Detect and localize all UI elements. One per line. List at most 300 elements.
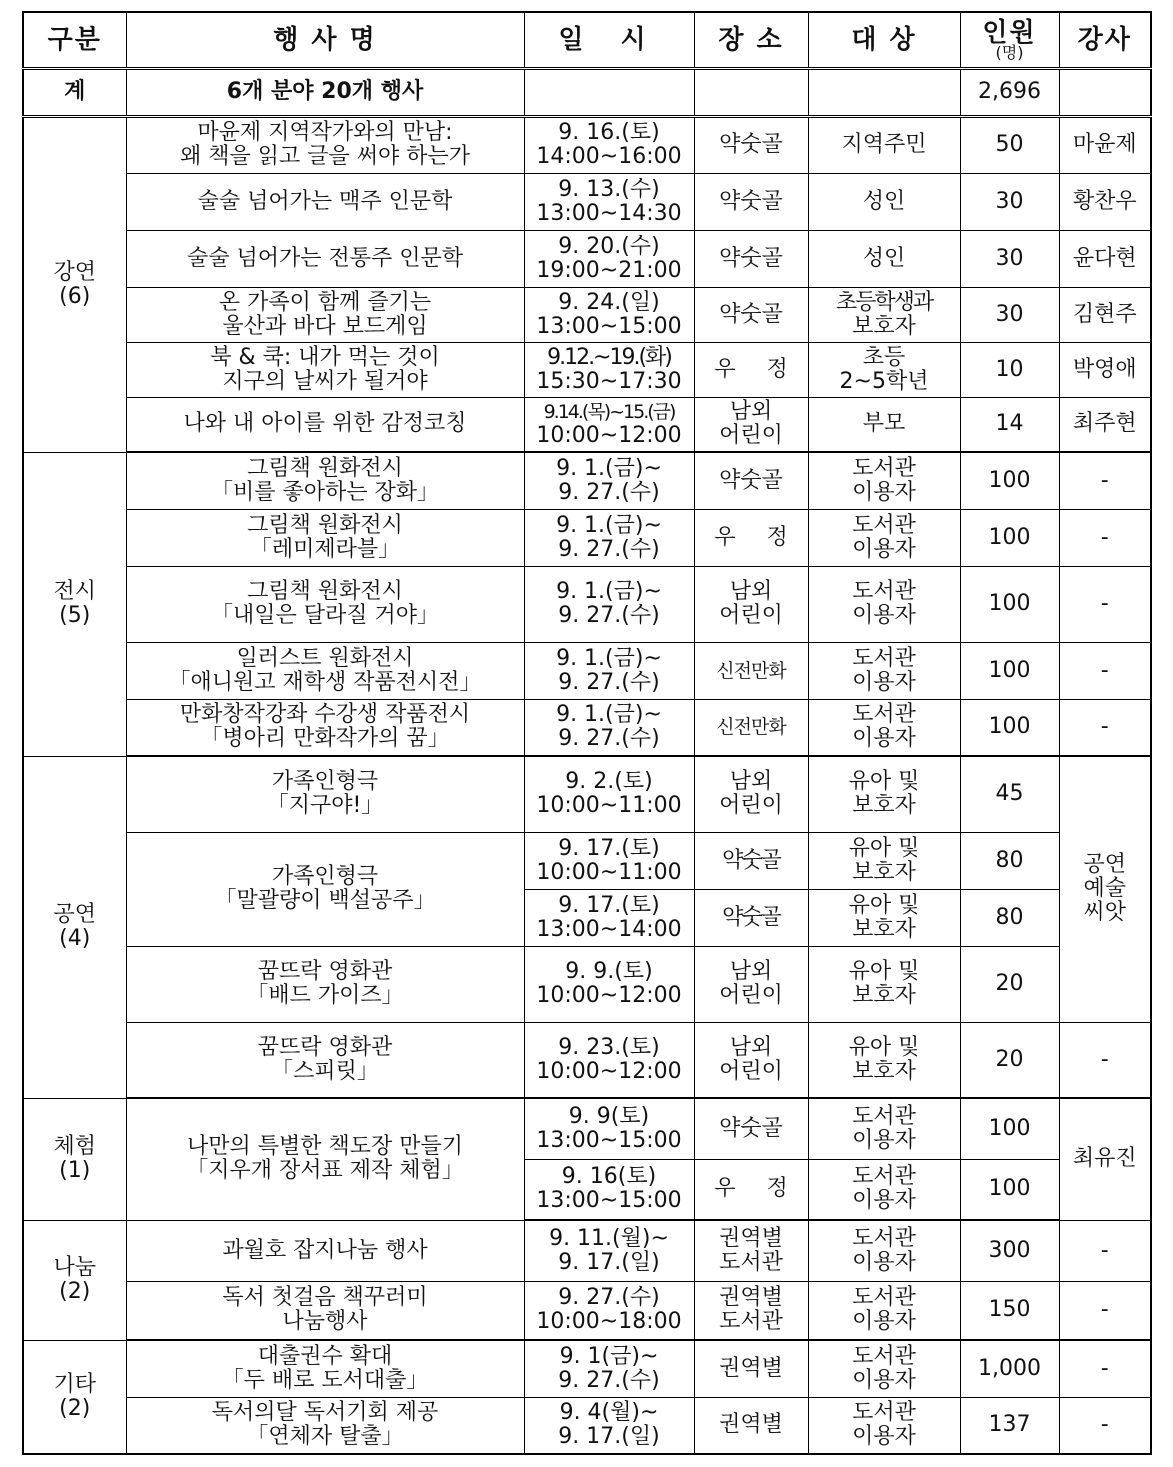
target-line2: 이용자 [852,1424,916,1450]
event-venue: 우 정 [694,342,808,397]
instructor-line2: 예술 [1083,876,1126,902]
category-count: (6) [59,283,91,309]
date-line1: 9. 17.(토) [558,892,660,918]
category-cell [23,1220,126,1340]
event-count: 1,000 [960,1340,1059,1397]
event-name: 술술 넘어가는 전통주 인문학 [126,230,524,287]
event-date [524,566,694,642]
date-line1: 9. 1.(금)~ [556,645,662,671]
target-line1: 도서관 [852,1225,916,1251]
event-instructor: 마윤제 [1059,116,1151,173]
event-date [524,342,694,397]
target-line1: 도서관 [852,455,916,481]
venue-line2: 어린이 [719,1058,783,1084]
venue-line2: 어린이 [719,603,783,628]
category-count: (2) [59,1279,91,1304]
event-name-line1: 일러스트 원화전시 [236,645,414,671]
target-line1: 유아 및 [848,959,920,984]
event-name [126,699,524,756]
event-name-line1: 북 & 쿡: 내가 먹는 것이 [210,344,440,370]
category-name: 공연 [53,902,96,927]
event-target [808,832,960,889]
date-line2: 9. 17.(일) [558,1249,660,1275]
venue-line1: 권역별 [719,1285,783,1311]
table-row [23,699,1151,756]
event-target: 성인 [808,173,960,230]
target-line2: 이용자 [852,536,916,562]
table-row [23,342,1151,397]
event-venue: 약숫골 [694,832,808,889]
target-line1: 도서관 [852,512,916,538]
header-event-name: 행 사 명 [126,12,524,68]
event-name [126,1397,524,1454]
event-date [524,1340,694,1397]
event-target [808,642,960,699]
event-target [808,287,960,342]
event-count: 100 [960,509,1059,566]
date-line2: 13:00~14:00 [536,916,682,942]
event-venue: 우 정 [694,509,808,566]
date-line1: 9. 20.(수) [558,233,660,259]
date-line1: 9. 1.(금)~ [556,702,662,728]
event-target [808,509,960,566]
event-count: 14 [960,397,1059,452]
date-line1: 9.14.(목)~15.(금) [543,401,675,424]
date-line2: 9. 27.(수) [558,479,660,505]
table-row [23,642,1151,699]
event-date [524,397,694,452]
header-category: 구분 [23,12,126,68]
target-line2: 이용자 [852,1188,916,1214]
date-line1: 9. 16(토) [561,1164,657,1190]
event-name-line2: 「지구야!」 [266,793,384,819]
table-row [23,1397,1151,1454]
date-line1: 9. 1.(금)~ [556,512,662,538]
event-name-line2: 「레미제라블」 [249,536,401,562]
venue-line2: 도서관 [719,1309,783,1335]
event-venue: 약숫골 [694,452,808,509]
event-venue [694,1022,808,1098]
event-target [808,1159,960,1220]
event-date [524,1159,694,1220]
date-line1: 9. 9(토) [568,1103,650,1129]
venue-line1: 남외 [729,769,773,795]
event-date [524,699,694,756]
event-date [524,642,694,699]
target-line1: 유아 및 [848,769,920,795]
event-count: 30 [960,230,1059,287]
table-row [23,1340,1151,1397]
event-name-line1: 그림책 원화전시 [247,512,403,538]
table-row [23,173,1151,230]
event-target [808,1397,960,1454]
event-target [808,1098,960,1159]
date-line2: 10:00~11:00 [536,793,682,819]
event-target: 성인 [808,230,960,287]
event-target [808,946,960,1022]
event-count: 45 [960,756,1059,832]
target-line1: 도서관 [852,1285,916,1311]
event-count: 50 [960,116,1059,173]
header-datetime: 일 시 [524,12,694,68]
event-name [126,452,524,509]
target-line1: 초등학생과 [835,289,933,315]
target-line2: 이용자 [852,669,916,695]
event-date [524,1220,694,1281]
target-line2: 보호자 [852,916,916,942]
date-line2: 9. 27.(수) [558,603,660,628]
total-label: 계 [23,68,126,116]
event-count: 137 [960,1397,1059,1454]
event-target [808,342,960,397]
header-venue: 장 소 [694,12,808,68]
event-instructor: 윤다현 [1059,230,1151,287]
event-date [524,1022,694,1098]
event-name-line1: 가족인형극 [271,769,379,795]
target-line1: 도서관 [852,645,916,671]
date-line1: 9. 27.(수) [558,1285,660,1311]
header-count-label: 인원 [982,17,1037,48]
date-line2: 9. 27.(수) [558,536,660,562]
target-line1: 도서관 [852,702,916,728]
event-name-line1: 꿈뜨락 영화관 [257,1034,393,1060]
target-line2: 이용자 [852,726,916,752]
event-name-line1: 그림책 원화전시 [247,455,403,481]
event-name [126,1281,524,1340]
event-instructor: - [1059,509,1151,566]
event-name-line2: 「내일은 달라질 거야」 [210,603,439,628]
date-line1: 9. 17.(토) [558,835,660,861]
target-line1: 도서관 [852,579,916,604]
event-count: 300 [960,1220,1059,1281]
category-name: 나눔 [53,1255,96,1280]
date-line2: 13:00~15:00 [536,1127,682,1153]
event-date [524,287,694,342]
event-target [808,889,960,946]
category-cell [23,1340,126,1454]
date-line1: 9. 13.(수) [558,176,660,202]
venue-line1: 남외 [729,959,773,984]
header-row [23,12,1151,68]
event-name-line1: 나만의 특별한 책도장 만들기 [186,1134,463,1160]
event-name-line2: 「스피릿」 [271,1058,379,1084]
venue-line1: 남외 [729,1034,773,1060]
event-name-line2: 울산과 바다 보드게임 [222,313,428,339]
date-line2: 14:00~16:00 [536,144,682,169]
event-name-line1: 독서 첫걸음 책꾸러미 [222,1285,428,1311]
venue-line2: 어린이 [719,423,783,449]
event-date [524,452,694,509]
table-row [23,1022,1151,1098]
date-line2: 19:00~21:00 [536,257,682,283]
target-line2: 이용자 [852,603,916,628]
target-line2: 2~5학년 [839,368,929,394]
date-line1: 9. 24.(일) [558,289,660,315]
event-venue [694,566,808,642]
date-line2: 9. 17.(일) [558,1424,660,1450]
event-date [524,509,694,566]
target-line2: 이용자 [852,1309,916,1335]
category-cell [23,1098,126,1220]
date-line2: 13:00~15:00 [536,1188,682,1214]
event-instructor: 황찬우 [1059,173,1151,230]
target-line1: 유아 및 [848,892,920,918]
target-line2: 이용자 [852,1367,916,1393]
event-name: 나와 내 아이를 위한 감정코칭 [126,397,524,452]
total-count: 2,696 [960,68,1059,116]
event-name-line1: 가족인형극 [271,864,379,889]
venue-line2: 어린이 [719,793,783,819]
event-name-line2: 「병아리 만화작가의 꿈」 [200,726,450,752]
event-target: 지역주민 [808,116,960,173]
event-date [524,756,694,832]
event-target [808,1220,960,1281]
date-line2: 10:00~12:00 [536,1058,682,1084]
total-summary: 6개 분야 20개 행사 [126,68,524,116]
event-count: 100 [960,566,1059,642]
event-name-line1: 만화창작강좌 수강생 작품전시 [179,702,471,728]
event-name [126,642,524,699]
event-instructor: - [1059,1397,1151,1454]
event-name [126,756,524,832]
header-target: 대 상 [808,12,960,68]
table-row [23,397,1151,452]
event-name-line1: 그림책 원화전시 [247,579,403,604]
event-count: 100 [960,642,1059,699]
event-venue: 권역별 [694,1397,808,1454]
table-row [23,509,1151,566]
venue-line1: 권역별 [719,1225,783,1251]
event-venue [694,1281,808,1340]
event-venue: 약숫골 [694,116,808,173]
event-date [524,832,694,889]
table-row [23,1220,1151,1281]
target-line1: 초등 [862,344,906,370]
event-instructor: - [1059,1281,1151,1340]
date-line1: 9. 1.(금)~ [556,455,662,481]
event-name: 술술 넘어가는 맥주 인문학 [126,173,524,230]
header-count [960,12,1059,68]
event-instructor: - [1059,452,1151,509]
event-venue [694,946,808,1022]
event-name [126,566,524,642]
category-name: 기타 [53,1371,96,1397]
event-venue [694,1220,808,1281]
header-instructor: 강사 [1059,12,1151,68]
event-venue [694,397,808,452]
target-line1: 도서관 [852,1343,916,1369]
category-name: 강연 [53,259,96,285]
event-name [126,509,524,566]
event-target [808,1022,960,1098]
target-line1: 도서관 [852,1400,916,1426]
event-name-line1: 대출권수 확대 [257,1343,393,1369]
date-line2: 9. 27.(수) [558,726,660,752]
venue-line2: 도서관 [719,1249,783,1275]
event-instructor: 박영애 [1059,342,1151,397]
event-count: 150 [960,1281,1059,1340]
event-name-line2: 지구의 날씨가 될거야 [222,368,428,394]
event-name [126,832,524,946]
event-instructor: - [1059,642,1151,699]
date-line1: 9. 1.(금)~ [556,579,662,604]
event-name-line2: 「배드 가이즈」 [246,983,404,1008]
table-row [23,116,1151,173]
event-count: 20 [960,1022,1059,1098]
event-target: 부모 [808,397,960,452]
category-cell [23,756,126,1098]
event-venue: 약숫골 [694,889,808,946]
event-name-line2: 「두 배로 도서대출」 [221,1367,429,1393]
venue-line1: 남외 [729,579,773,604]
event-target [808,1281,960,1340]
category-count: (4) [59,926,91,951]
date-line1: 9. 11.(월)~ [549,1225,669,1251]
target-line2: 이용자 [852,1127,916,1153]
date-line2: 13:00~15:00 [536,313,682,339]
event-name [126,1022,524,1098]
event-venue: 약숫골 [694,1098,808,1159]
date-line2: 10:00~11:00 [536,859,682,885]
event-name [126,116,524,173]
event-venue: 신전만화 [694,699,808,756]
event-venue: 우 정 [694,1159,808,1220]
instructor-line3: 씨앗 [1083,900,1126,926]
date-line1: 9. 1(금)~ [559,1343,659,1369]
event-count: 10 [960,342,1059,397]
event-instructor: - [1059,1022,1151,1098]
table-row [23,287,1151,342]
header-count-unit: (명) [995,42,1024,62]
event-instructor: - [1059,1340,1151,1397]
event-instructor: 최유진 [1059,1098,1151,1220]
event-venue: 약숫골 [694,230,808,287]
event-date [524,889,694,946]
date-line1: 9. 16.(토) [558,120,660,145]
date-line1: 9. 2.(토) [565,769,653,795]
event-count: 80 [960,832,1059,889]
event-name-line2: 「비를 좋아하는 장화」 [210,479,439,505]
event-count: 30 [960,287,1059,342]
instructor-line1: 공연 [1083,852,1126,878]
table-row [23,566,1151,642]
event-name [126,946,524,1022]
event-name-line2: 「지우개 장서표 제작 체험」 [186,1158,464,1184]
table-row [23,946,1151,1022]
table-row [23,230,1151,287]
category-count: (1) [59,1158,91,1183]
event-name-line2: 「연체자 탈출」 [246,1424,404,1450]
event-name [126,287,524,342]
event-count: 80 [960,889,1059,946]
event-count: 20 [960,946,1059,1022]
event-target [808,452,960,509]
event-date [524,230,694,287]
table-row [23,832,1151,889]
table-row [23,756,1151,832]
target-line1: 유아 및 [848,1034,920,1060]
table-row [23,1281,1151,1340]
event-venue: 신전만화 [694,642,808,699]
event-date [524,116,694,173]
event-instructor: 김현주 [1059,287,1151,342]
event-date [524,1281,694,1340]
event-date [524,946,694,1022]
target-line2: 보호자 [852,859,916,885]
event-venue: 권역별 [694,1340,808,1397]
date-line1: 9.12.~19.(화) [547,344,671,370]
category-cell [23,116,126,452]
category-count: (5) [59,603,91,628]
event-count: 100 [960,699,1059,756]
venue-line1: 남외 [729,399,773,425]
date-line1: 9. 9.(토) [565,959,653,984]
venue-line2: 어린이 [719,983,783,1008]
event-name-line2: 왜 책을 읽고 글을 써야 하는가 [180,144,470,169]
target-line2: 이용자 [852,479,916,505]
target-line1: 도서관 [852,1103,916,1129]
event-target [808,1340,960,1397]
total-row [23,68,1151,116]
event-count: 100 [960,1159,1059,1220]
target-line1: 도서관 [852,1164,916,1190]
target-line2: 보호자 [852,793,916,819]
event-instructor: - [1059,699,1151,756]
table-row [23,1098,1151,1159]
target-line2: 이용자 [852,1249,916,1275]
event-date [524,1098,694,1159]
target-line1: 유아 및 [848,835,920,861]
date-line1: 9. 4(월)~ [559,1400,659,1426]
event-instructor: - [1059,1220,1151,1281]
event-name-line1: 마윤제 지역작가와의 만남: [197,120,453,145]
event-count: 100 [960,1098,1059,1159]
event-schedule-table [22,11,1152,1455]
target-line2: 보호자 [852,313,916,339]
event-target [808,699,960,756]
date-line2: 10:00~12:00 [536,423,682,449]
category-cell [23,452,126,756]
target-line2: 보호자 [852,983,916,1008]
table-row [23,452,1151,509]
event-name-line1: 온 가족이 함께 즐기는 [218,289,432,315]
event-name [126,1340,524,1397]
event-name-line2: 「말괄량이 백설공주」 [214,888,436,913]
event-target [808,756,960,832]
event-instructor: - [1059,566,1151,642]
event-name: 과월호 잡지나눔 행사 [126,1220,524,1281]
event-count: 30 [960,173,1059,230]
event-name [126,342,524,397]
event-venue: 약숫골 [694,173,808,230]
event-name-line1: 꿈뜨락 영화관 [257,959,393,984]
event-name [126,1098,524,1220]
event-date [524,1397,694,1454]
event-venue: 약숫골 [694,287,808,342]
date-line1: 9. 23.(토) [558,1034,660,1060]
date-line2: 15:30~17:30 [536,368,682,394]
event-name-line2: 「애니원고 재학생 작품전시전」 [168,669,482,695]
event-name-line1: 독서의달 독서기회 제공 [211,1400,439,1426]
event-venue [694,756,808,832]
event-date [524,173,694,230]
event-target [808,566,960,642]
date-line2: 9. 27.(수) [558,1367,660,1393]
event-count: 100 [960,452,1059,509]
date-line2: 10:00~18:00 [536,1309,682,1335]
event-name-line2: 나눔행사 [282,1309,368,1335]
event-instructor: 최주현 [1059,397,1151,452]
